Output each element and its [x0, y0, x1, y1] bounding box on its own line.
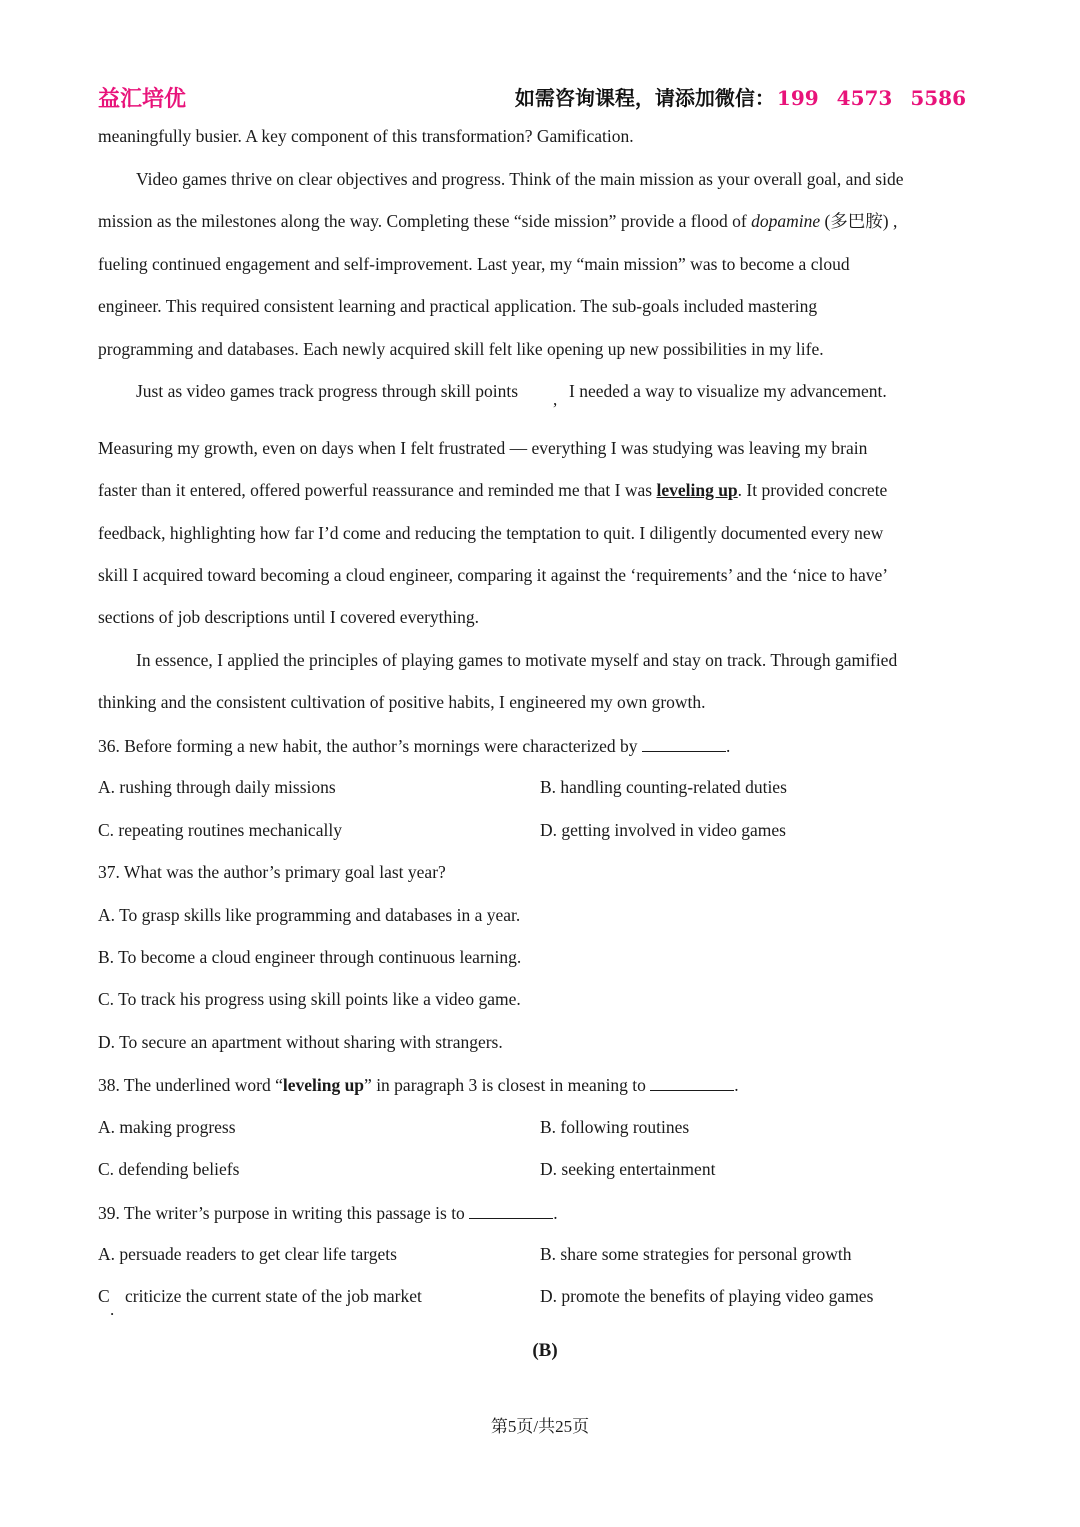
- option-37-d: D. To secure an apartment without sharing with strangers.: [98, 1032, 503, 1052]
- passage-line: [98, 478, 887, 502]
- option-37-c: C. To track his progress using skill points like a video game.: [98, 989, 521, 1009]
- text-span: mission as the milestones along the way. Completing these “side mission” provide a flood of: [98, 211, 752, 231]
- passage-line: sections of job descriptions until I covered everything.: [98, 607, 480, 627]
- passage-line: [98, 209, 897, 233]
- phone-part-1: 199: [776, 86, 819, 110]
- text-span: 39. The writer’s purpose in writing this passage is to: [98, 1203, 470, 1223]
- stray-dot: .: [110, 1300, 115, 1319]
- passage-line: thinking and the consistent cultivation of positive habits, I engineered my own growth.: [98, 692, 706, 712]
- option-39-a: A. persuade readers to get clear life targets: [98, 1244, 397, 1264]
- option-39-b: B. share some strategies for personal growth: [540, 1244, 852, 1264]
- option-38-a: A. making progress: [98, 1117, 236, 1137]
- stray-comma: ,: [553, 390, 558, 409]
- passage-line: In essence, I applied the principles of playing games to motivate myself and stay on track. Through gamified: [136, 650, 898, 670]
- passage-line: Measuring my growth, even on days when I felt frustrated — everything I was studying was leaving my brain: [98, 438, 868, 458]
- passage-line: fueling continued engagement and self-improvement. Last year, my “main mission” was to become a cloud: [98, 254, 850, 274]
- question-38-stem: [98, 1072, 739, 1097]
- text-span: 36. Before forming a new habit, the author’s mornings were characterized by: [98, 736, 642, 756]
- dopamine-term: dopamine: [751, 211, 821, 231]
- phone-part-2: 4573: [836, 86, 893, 110]
- passage-line: feedback, highlighting how far I’d come and reducing the temptation to quit. I diligently documented every new: [98, 523, 884, 543]
- passage-line: Video games thrive on clear objectives and progress. Think of the main mission as your overall goal, and side: [136, 169, 904, 189]
- contact-info: [515, 82, 966, 111]
- text-span: .: [553, 1203, 558, 1223]
- answer-blank: [642, 733, 726, 752]
- option-37-b: B. To become a cloud engineer through continuous learning.: [98, 947, 522, 967]
- section-heading: (B): [532, 1340, 558, 1361]
- option-36-d: D. getting involved in video games: [540, 820, 786, 840]
- page-number: 第5页/共25页: [490, 1417, 590, 1436]
- passage-line: skill I acquired toward becoming a cloud engineer, comparing it against the ‘requirements’ and the ‘nice to have’: [98, 565, 889, 585]
- text-span: 38. The underlined word “: [98, 1075, 283, 1095]
- option-39-c-letter: C: [98, 1286, 110, 1306]
- answer-blank: [650, 1072, 734, 1091]
- passage-line: I needed a way to visualize my advancement.: [569, 381, 887, 401]
- option-37-a: A. To grasp skills like programming and databases in a year.: [98, 905, 521, 925]
- passage-line: Just as video games track progress through skill points: [136, 381, 519, 401]
- question-39-stem: [98, 1200, 558, 1225]
- phone-part-3: 5586: [910, 86, 966, 110]
- contact-label: 如需咨询课程，请添加微信：: [514, 86, 775, 110]
- leveling-up-underlined: leveling up: [656, 480, 738, 500]
- text-span: .: [725, 736, 731, 756]
- passage-line: programming and databases. Each newly acquired skill felt like opening up new possibilities in my life.: [98, 339, 824, 359]
- option-38-c: C. defending beliefs: [98, 1159, 240, 1179]
- option-36-c: C. repeating routines mechanically: [98, 820, 342, 840]
- option-38-b: B. following routines: [540, 1117, 690, 1137]
- text-span: faster than it entered, offered powerful reassurance and reminded me that I was: [98, 480, 657, 500]
- option-39-c-text: criticize the current state of the job market: [125, 1286, 422, 1306]
- question-36-stem: [98, 733, 730, 758]
- leveling-up-bold: leveling up: [282, 1075, 365, 1095]
- option-36-a: A. rushing through daily missions: [98, 777, 336, 797]
- option-39-d: D. promote the benefits of playing video games: [540, 1286, 874, 1306]
- passage-line: meaningfully busier. A key component of this transformation? Gamification.: [98, 126, 634, 146]
- answer-blank: [469, 1200, 553, 1219]
- question-37-stem: 37. What was the author’s primary goal last year?: [98, 862, 446, 882]
- option-38-d: D. seeking entertainment: [540, 1159, 716, 1179]
- option-36-b: B. handling counting-related duties: [540, 777, 787, 797]
- passage-line: engineer. This required consistent learning and practical application. The sub-goals included mastering: [98, 296, 818, 316]
- text-span: . It provided concrete: [737, 480, 888, 500]
- text-span: .: [734, 1075, 739, 1095]
- brand-logo-text: 益汇培优: [98, 86, 187, 112]
- text-span: ” in paragraph 3 is closest in meaning to: [364, 1075, 651, 1095]
- text-span: (多巴胺) ,: [820, 211, 898, 231]
